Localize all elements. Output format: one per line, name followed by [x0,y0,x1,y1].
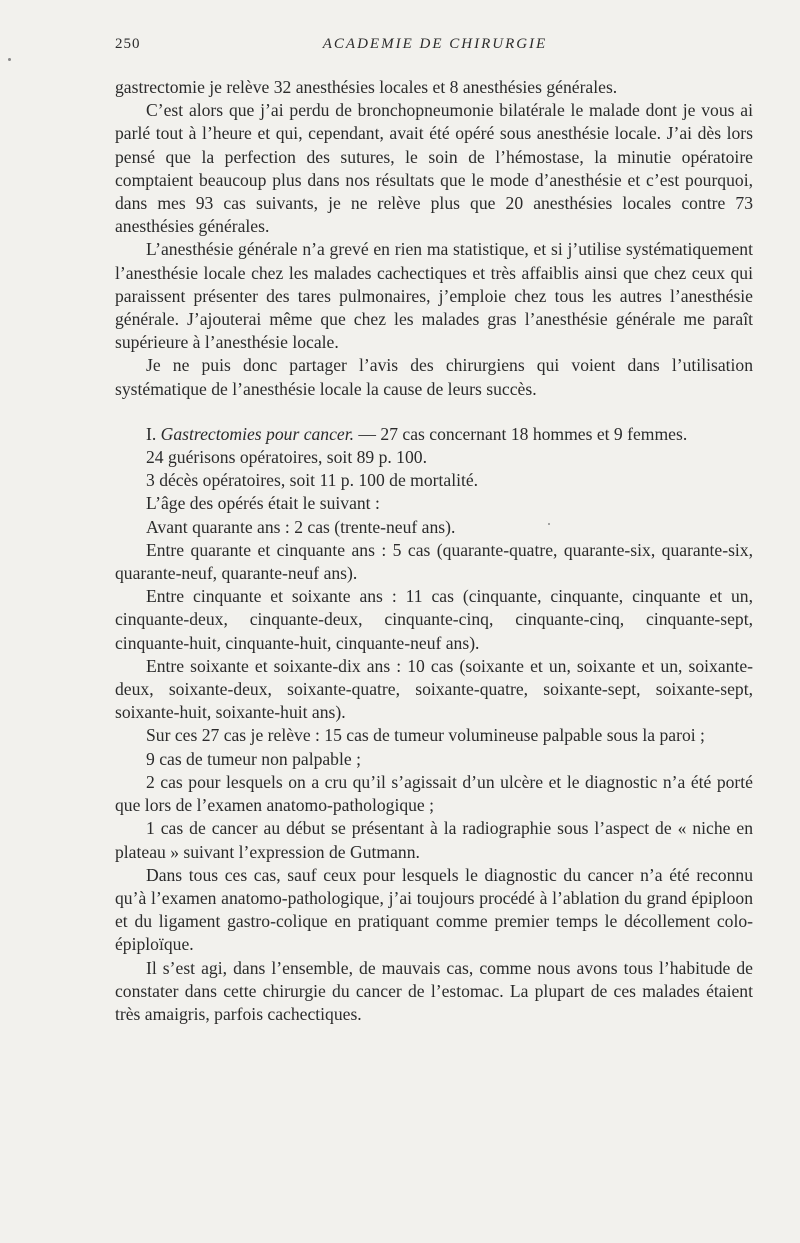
page-number: 250 [115,36,141,52]
paragraph: C’est alors que j’ai perdu de bronchopneumonie bilatérale le malade dont je vous ai parlé tout à l’heure et qui, cependant, avait été opéré sous anesthésie locale. J’ai dès lors pensé que la perfection des sutures, le soin de l’hémostase, la minutie opératoire comptaient beaucoup plus dans nos résultats que le mode d’anesthésie et c’est pourquoi, dans mes 93 cas suivants, je ne relève plus que 20 anesthésies locales contre 73 anesthésies générales. [115,100,753,237]
paragraph: Sur ces 27 cas je relève : 15 cas de tumeur volumineuse palpable sous la paroi ; [146,725,705,746]
page-header [115,36,755,60]
paragraph: 24 guérisons opératoires, soit 89 p. 100. [146,447,427,468]
section-intro: — 27 cas concernant 18 hommes et 9 femmes. [354,423,688,444]
paragraph: Je ne puis donc partager l’avis des chirurgiens qui voient dans l’utilisation systématique de l’anesthésie locale la cause de leurs succès. [115,355,753,399]
paragraph: 9 cas de tumeur non palpable ; [146,748,361,769]
paragraph: gastrectomie je relève 32 anesthésies locales et 8 anesthésies générales. [115,77,618,97]
paragraph: 1 cas de cancer au début se présentant à la radiographie sous l’aspect de « niche en plateau » suivant l’expression de Gutmann. [115,818,753,862]
paragraph: Avant quarante ans : 2 cas (trente-neuf ans). [146,516,456,537]
paragraph: L’anesthésie générale n’a grevé en rien ma statistique, et si j’utilise systématiquement l’anesthésie locale chez les malades cachectiques et très affaiblis ainsi que chez ceux qui paraissent présenter des tares pulmonaires, j’emploie chez tous les autres l’anesthésie générale. J’ajouterai même que chez les malades gras l’anesthésie générale me paraît supérieure à l’anesthésie locale. [115,239,753,353]
scan-speck [548,523,550,525]
paragraph: L’âge des opérés était le suivant : [146,493,380,514]
paragraph: Entre soixante et soixante-dix ans : 10 cas (soixante et un, soixante et un, soixante-deux, soixante-deux, soixante-quatre, soixante-quatre, soixante-sept, soixante-sept, soixante-huit, soixante-huit ans). [115,655,753,723]
paragraph: Entre quarante et cinquante ans : 5 cas (quarante-quatre, quarante-six, quarante-six, quarante-neuf, quarante-neuf ans). [115,539,753,584]
body-text [115,76,753,1026]
paragraph: Il s’est agi, dans l’ensemble, de mauvais cas, comme nous avons tous l’habitude de constater dans cette chirurgie du cancer de l’estomac. La plupart de ces malades étaient très amaigris, parfois cachectiques. [115,957,753,1024]
section-title: Gastrectomies pour cancer. [160,423,355,444]
section-number: I. [146,423,157,444]
paragraph: Dans tous ces cas, sauf ceux pour lesquels le diagnostic du cancer n’a été reconnu qu’à l’examen anatomo-pathologique, j’ai toujours procédé à l’ablation du grand épiploon et du ligament gastro-colique en pratiquant comme premier temps le décollement colo-épiploïque. [115,864,753,955]
section-heading-paragraph [115,423,753,446]
paragraph: 3 décès opératoires, soit 11 p. 100 de mortalité. [146,470,479,491]
scan-speck [8,58,11,61]
paragraph: 2 cas pour lesquels on a cru qu’il s’agissait d’un ulcère et le diagnostic n’a été porté que lors de l’examen anatomo-pathologique ; [115,771,753,816]
running-head: ACADEMIE DE CHIRURGIE [322,36,548,52]
paragraph: Entre cinquante et soixante ans : 11 cas (cinquante, cinquante, cinquante et un, cinquante-deux, cinquante-deux, cinquante-cinq, cinquante-cinq, cinquante-sept, cinquante-huit, cinquante-huit, cinquante-neuf ans). [115,586,753,653]
